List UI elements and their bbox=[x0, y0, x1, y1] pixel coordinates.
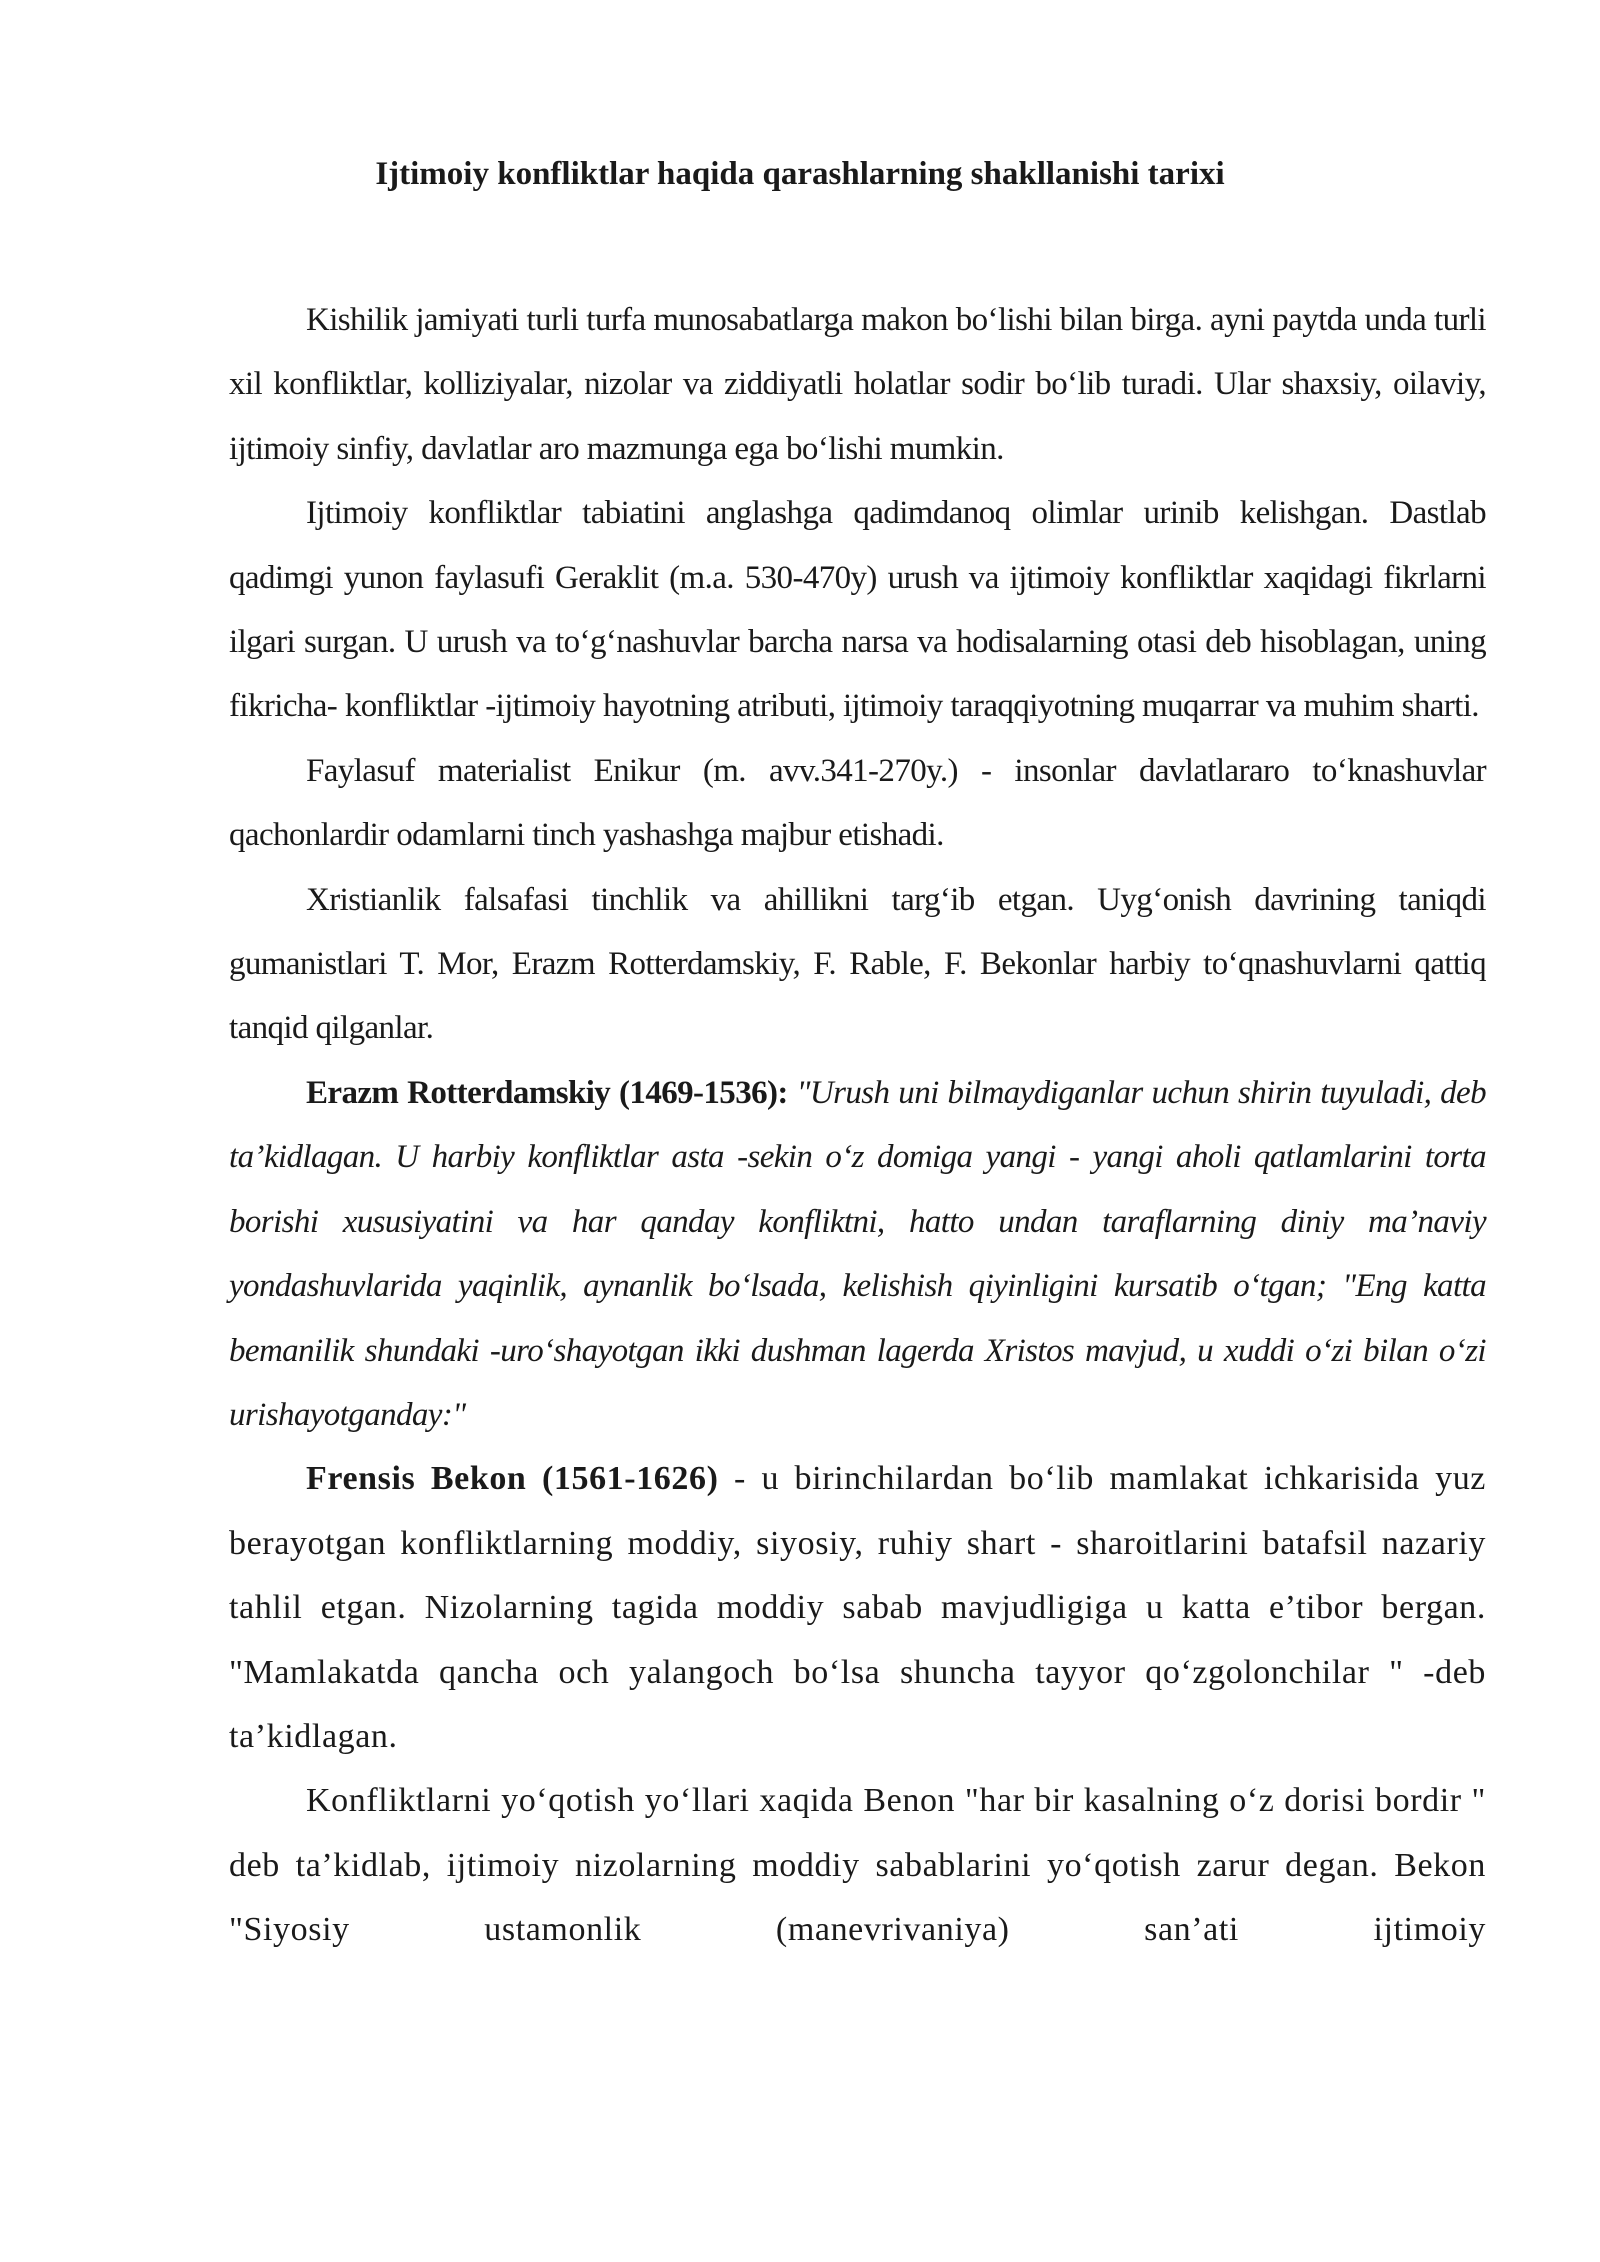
paragraph-4: Xristianlik falsafasi tinchlik va ahillikni targ‘ib etgan. Uyg‘onish davrining taniqdi gumanistlari T. Mor, Erazm Rotterdamskiy, F. Rable, F. Bekonlar harbiy to‘qnashuvlarni qattiq tanqid qilganlar. bbox=[229, 881, 1486, 1047]
quote-rotterdamskiy: "Urush uni bilmaydiganlar uchun shirin tuyuladi, deb ta’kidlagan. U harbiy konfliktlar asta -sekin o‘z domiga yangi - yangi aholi qatlamlarini torta borishi xususiyatini va har qanday konfliktni, hatto undan taraflarning diniy ma’naviy yondashuvlarida yaqinlik, aynanlik bo‘lsada, kelishish qiyinligini kursatib o‘tgan; "Eng katta bemanilik shundaki -uro‘shayotgan ikki dushman lagerda Xristos mavjud, u xuddi o‘zi bilan o‘zi urishayotganday:" bbox=[229, 1074, 1486, 1433]
paragraph-3: Faylasuf materialist Enikur (m. avv.341-270y.) - insonlar davlatlararo to‘knashuvlar qachonlardir odamlarni tinch yashashga majbur etishadi. bbox=[229, 752, 1486, 854]
paragraph-7: Konfliktlarni yo‘qotish yo‘llari xaqida Benon "har bir kasalning o‘z dorisi bordir " deb ta’kidlab, ijtimoiy nizolarning moddiy sabablarini yo‘qotish zarur degan. Bekon "Siyosiy ustamonlik (manevrivaniya) san’ati ijtimoiy bbox=[229, 1782, 1486, 1949]
paragraph-2: Ijtimoiy konfliktlar tabiatini anglashga qadimdanoq olimlar urinib kelishgan. Dastlab qadimgi yunon faylasufi Geraklit (m.a. 530-470y) urush va ijtimoiy konfliktlar xaqidagi fikrlarni ilgari surgan. U urush va to‘g‘nashuvlar barcha narsa va hodisalarning otasi deb hisoblagan, uning fikricha- konfliktlar -ijtimoiy hayotning atributi, ijtimoiy taraqqiyotning muqarrar va muhim sharti. bbox=[229, 495, 1486, 725]
author-name-bekon: Frensis Bekon (1561-1626) bbox=[306, 1460, 719, 1498]
paragraph-5 bbox=[229, 1061, 1486, 1447]
author-name-rotterdamskiy: Erazm Rotterdamskiy (1469-1536): bbox=[306, 1074, 788, 1111]
document-body bbox=[229, 288, 1486, 1963]
paragraph-1: Kishilik jamiyati turli turfa munosabatlarga makon bo‘lishi bilan birga. ayni paytda unda turli xil konfliktlar, kolliziyalar, nizolar va ziddiyatli holatlar sodir bo‘lib turadi. Ular shaxsiy, oilaviy, ijtimoiy sinfiy, davlatlar aro mazmunga ega bo‘lishi mumkin. bbox=[229, 302, 1486, 467]
page-title: Ijtimoiy konfliktlar haqida qarashlarning shakllanishi tarixi bbox=[375, 156, 1225, 192]
paragraph-6 bbox=[229, 1447, 1486, 1769]
paragraph-6-text: - u birinchilardan bo‘lib mamlakat ichkarisida yuz berayotgan konfliktlarning moddiy, siyosiy, ruhiy shart - sharoitlarini batafsil nazariy tahlil etgan. Nizolarning tagida moddiy sabab mavjudligiga u katta e’tibor bergan. "Mamlakatda qancha och yalangoch bo‘lsa shuncha tayyor qo‘zgolonchilar " -deb ta’kidlagan. bbox=[229, 1460, 1486, 1755]
